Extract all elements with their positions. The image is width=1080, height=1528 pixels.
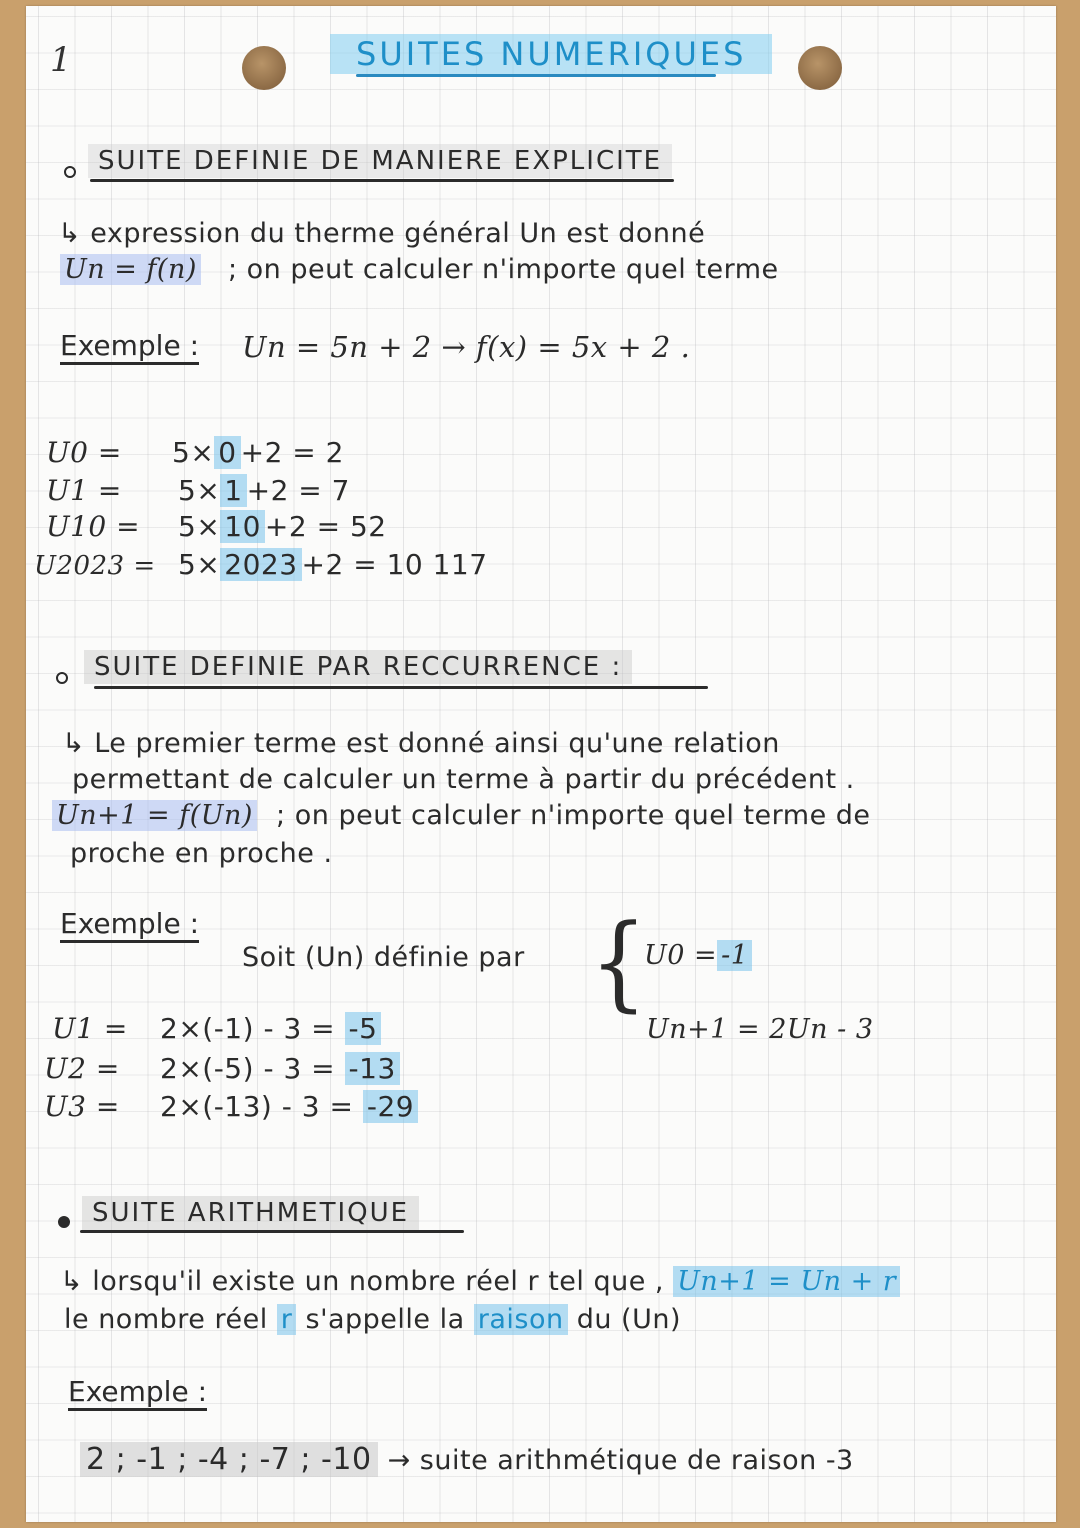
recurrence-formula: Un+1 = f(Un) [52,800,257,831]
example-label: Exemple : [68,1376,207,1411]
explicit-example-expression: Un = 5n + 2 → f(x) = 5x + 2 . [242,330,691,364]
bullet-icon [64,166,76,178]
section-heading-recurrence: SUITE DEFINIE PAR RECCURRENCE : [84,650,632,684]
heading-underline [80,1230,464,1233]
heading-underline [90,179,674,182]
recurrence-line-3: Un+1 = f(Un) ; on peut calculer n'importe quel terme de [52,800,871,831]
section-heading-arithmetic: SUITE ARITHMETIQUE [82,1196,419,1230]
bullet-icon [56,672,68,684]
heading-underline [94,686,708,689]
explicit-formula: Un = f(n) [60,254,201,285]
arithmetic-line-1: ↳ lorsqu'il existe un nombre réel r tel que , Un+1 = Un + r [60,1266,900,1297]
arithmetic-formula: Un+1 = Un + r [673,1266,900,1297]
arithmetic-conclusion: → suite arithmétique de raison -3 [387,1445,854,1476]
explicit-line-1: ↳ expression du therme général Un est donné [58,218,706,249]
explicit-line-2-rest: ; on peut calculer n'importe quel terme [227,254,779,285]
punch-hole-left [242,46,286,90]
calc-row: U2023 = 5× 2023 +2 = 10 117 [34,548,488,581]
section-heading-explicit: SUITE DEFINIE DE MANIERE EXPLICITE [88,144,672,178]
page-number: 1 [50,40,72,80]
recurrence-line-2: permettant de calculer un terme à partir du précédent . [72,764,855,795]
system-recurrence-relation: Un+1 = 2Un - 3 [646,1014,874,1045]
example-label: Exemple : [60,908,199,943]
recurrence-line-4: proche en proche . [70,838,333,869]
title-underline [356,74,716,77]
calc-row: U3 = 2×(-13) - 3 = -29 [44,1090,418,1123]
bullet-icon [58,1216,70,1228]
calc-row: U10 = 5× 10 +2 = 52 [46,510,387,543]
calc-row: U0 = 5× 0 +2 = 2 [46,436,344,469]
recurrence-line-1: ↳ Le premier terme est donné ainsi qu'une relation [62,728,780,759]
page-title: SUITES NUMERIQUES [330,34,772,74]
calc-row: U1 = 5× 1 +2 = 7 [46,474,350,507]
calc-row: U1 = 2×(-1) - 3 = -5 [52,1012,381,1045]
calc-row: U2 = 2×(-5) - 3 = -13 [44,1052,400,1085]
explicit-line-2 [60,254,779,285]
example-label: Exemple : [60,330,199,365]
recurrence-definition-text: Soit (Un) définie par [242,942,525,973]
curly-brace: { [590,902,648,1023]
arithmetic-sequence: 2 ; -1 ; -4 ; -7 ; -10 [80,1442,378,1477]
punch-hole-right [798,46,842,90]
arithmetic-example [80,1442,854,1477]
system-first-term: U0 = -1 [644,940,752,971]
arithmetic-line-2: le nombre réel r s'appelle la raison du (Un) [64,1304,681,1335]
